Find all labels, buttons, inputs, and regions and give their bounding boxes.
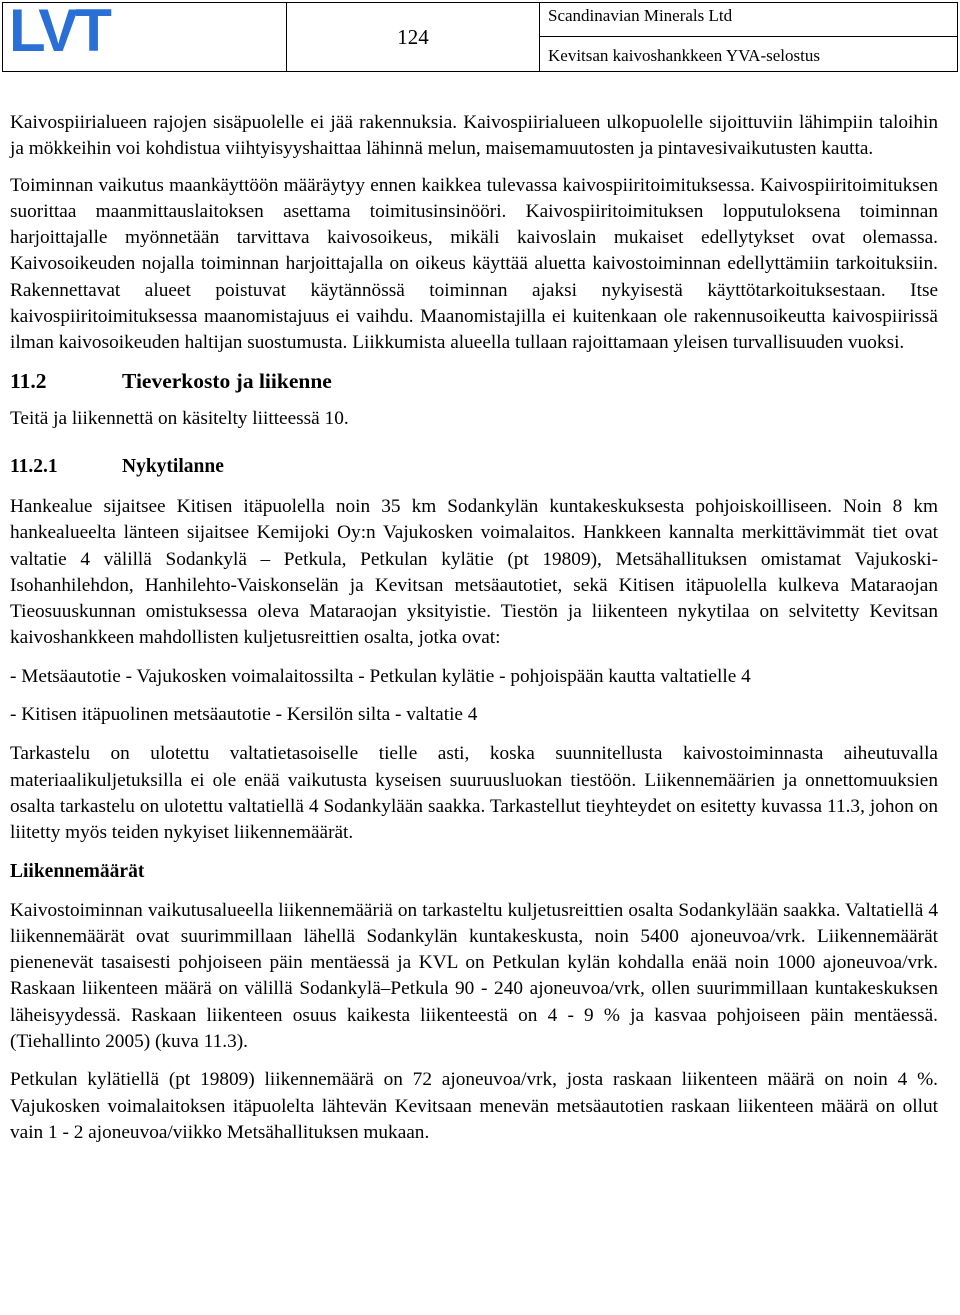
main-content bbox=[10, 110, 938, 1146]
page-header bbox=[2, 2, 958, 72]
subsection-number: 11.2.1 bbox=[10, 455, 58, 477]
paragraph-1: Kaivospiirialueen rajojen sisäpuolelle ei jää rakennuksia. Kaivospiirialueen ulkopuolelle sijoittuviin lähimpiin taloihin ja mökkeihin voi kohdistua viihtyisyyshaittaa lähinnä melun, maisemamuutosten ja pintavesivaikutusten kautta. bbox=[10, 112, 938, 160]
subsection-heading-11-2-1 bbox=[10, 454, 938, 480]
route-item-2: - Kitisen itäpuolinen metsäautotie - Kersilön silta - valtatie 4 bbox=[10, 704, 478, 726]
page-number: 124 bbox=[287, 3, 540, 72]
section-title: Tieverkosto ja liikenne bbox=[122, 368, 332, 393]
paragraph-4: Hankealue sijaitsee Kitisen itäpuolella noin 35 km Sodankylän kuntakeskuksesta pohjoiskoilliseen. Noin 8 km hankealueelta länteen sijaitsee Kemijoki Oy:n Vajukosken voimalaitos. Hankkeen kannalta merkittävimmät tiet ovat valtatie 4 välillä Sodankylä – Petkula, Petkulan kylätie (pt 19809), Metsähallituksen omistamat Vajukoski-Isohanhilehdon, Hanhilehto-Vaiskonselän ja Kevitsan metsäautotiet, sekä Kitisen itäpuolella kulkeva Mataraojan Tieosuuskunnan omistuksessa oleva Mataraojan yksityistie. Tiestön ja liikenteen nykytilaa on selvitetty Kevitsan kaivoshankkeen mahdollisten kuljetusreittien osalta, jotka ovat: bbox=[10, 495, 938, 649]
section-number: 11.2 bbox=[10, 368, 47, 393]
company-name: Scandinavian Minerals Ltd bbox=[540, 3, 957, 37]
paragraph-7: Tarkastelu on ulotettu valtatietasoiselle tielle asti, koska suunnitellusta kaivostoiminnasta aiheutuvalla materiaalikuljetuksilla ei ole enää vaikutusta kyseisen suuruusluokan tiestöön. Liikennemäärien ja onnettomuuksien osalta tarkastelu on ulotettu valtatiellä 4 Sodankylään saakka. Tarkastellut tieyhteydet on esitetty kuvassa 11.3, johon on liitetty myös teiden nykyiset liikennemäärät. bbox=[10, 743, 938, 844]
subsection-title: Nykytilanne bbox=[122, 455, 224, 477]
route-item-1: - Metsäautotie - Vajukosken voimalaitossilta - Petkulan kylätie - pohjoispään kautta valtatielle 4 bbox=[10, 665, 751, 687]
paragraph-3: Teitä ja liikennettä on käsitelty liitteessä 10. bbox=[10, 407, 349, 429]
heading-liikennemaarat: Liikennemäärät bbox=[10, 860, 145, 882]
paragraph-8: Kaivostoiminnan vaikutusalueella liikennemääriä on tarkasteltu kuljetusreittien osalta Sodankylään saakka. Valtatiellä 4 liikennemäärät ovat suurimmillaan lähellä Sodankylän kuntakeskusta, noin 5400 ajoneuvoa/vrk. Liikennemäärät pienenevät tasaisesti pohjoiseen päin mentäessä ja KVL on Petkulan kylän kohdalla enää noin 1000 ajoneuvoa/vrk. Raskaan liikenteen määrä on välillä Sodankylä–Petkula 90 - 240 ajoneuvoa/vrk, ollen suurimmillaan kuntakeskuksen läheisyydessä. Raskaan liikenteen osuus kaikesta liikenteestä on 4 - 9 % ja kasvaa pohjoiseen päin mentäessä. (Tiehallinto 2005) (kuva 11.3). bbox=[10, 899, 938, 1053]
section-heading-11-2 bbox=[10, 367, 938, 395]
paragraph-2: Toiminnan vaikutus maankäyttöön määräytyy ennen kaikkea tulevassa kaivospiiritoimituksessa. Kaivospiiritoimituksen suorittaa maanmittauslaitoksen asettama toimitusinsinööri. Kaivospiiritoimituksen lopputuloksena toiminnan harjoittajalle myönnetään tarvittava kaivosoikeus, mikäli kaivoslain mukaiset edellytykset ovat olemassa. Kaivosoikeuden nojalla toiminnan harjoittajalla on oikeus käyttää aluetta kaivostoiminnan edellyttämiin tarkoituksiin. Rakennettavat alueet poistuvat käytännössä toiminnan ajaksi nykyisestä käyttötarkoituksestaan. Itse kaivospiiritoimituksessa maanomistajuus ei vaihdu. Maanomistajilla ei kuitenkaan ole rakennusoikeutta kaivospiirissä ilman kaivosoikeuden haltijan suostumusta. Liikkumista alueella tullaan rajoittamaan yleisen turvallisuuden vuoksi. bbox=[10, 174, 938, 354]
logo-text: LVT bbox=[9, 0, 109, 61]
paragraph-9: Petkulan kylätiellä (pt 19809) liikennemäärä on 72 ajoneuvoa/vrk, josta raskaan liikenteen määrä on noin 4 %. Vajukosken voimalaitoksen itäpuolelta lähtevän Kevitsaan menevän metsäautotien raskaan liikenteen määrä on ollut vain 1 - 2 ajoneuvoa/viikko Metsähallituksen mukaan. bbox=[10, 1069, 938, 1143]
header-info bbox=[540, 3, 958, 72]
logo-cell bbox=[3, 0, 287, 72]
lvt-logo bbox=[9, 0, 133, 61]
document-title: Kevitsan kaivoshankkeen YVA-selostus bbox=[548, 46, 820, 65]
